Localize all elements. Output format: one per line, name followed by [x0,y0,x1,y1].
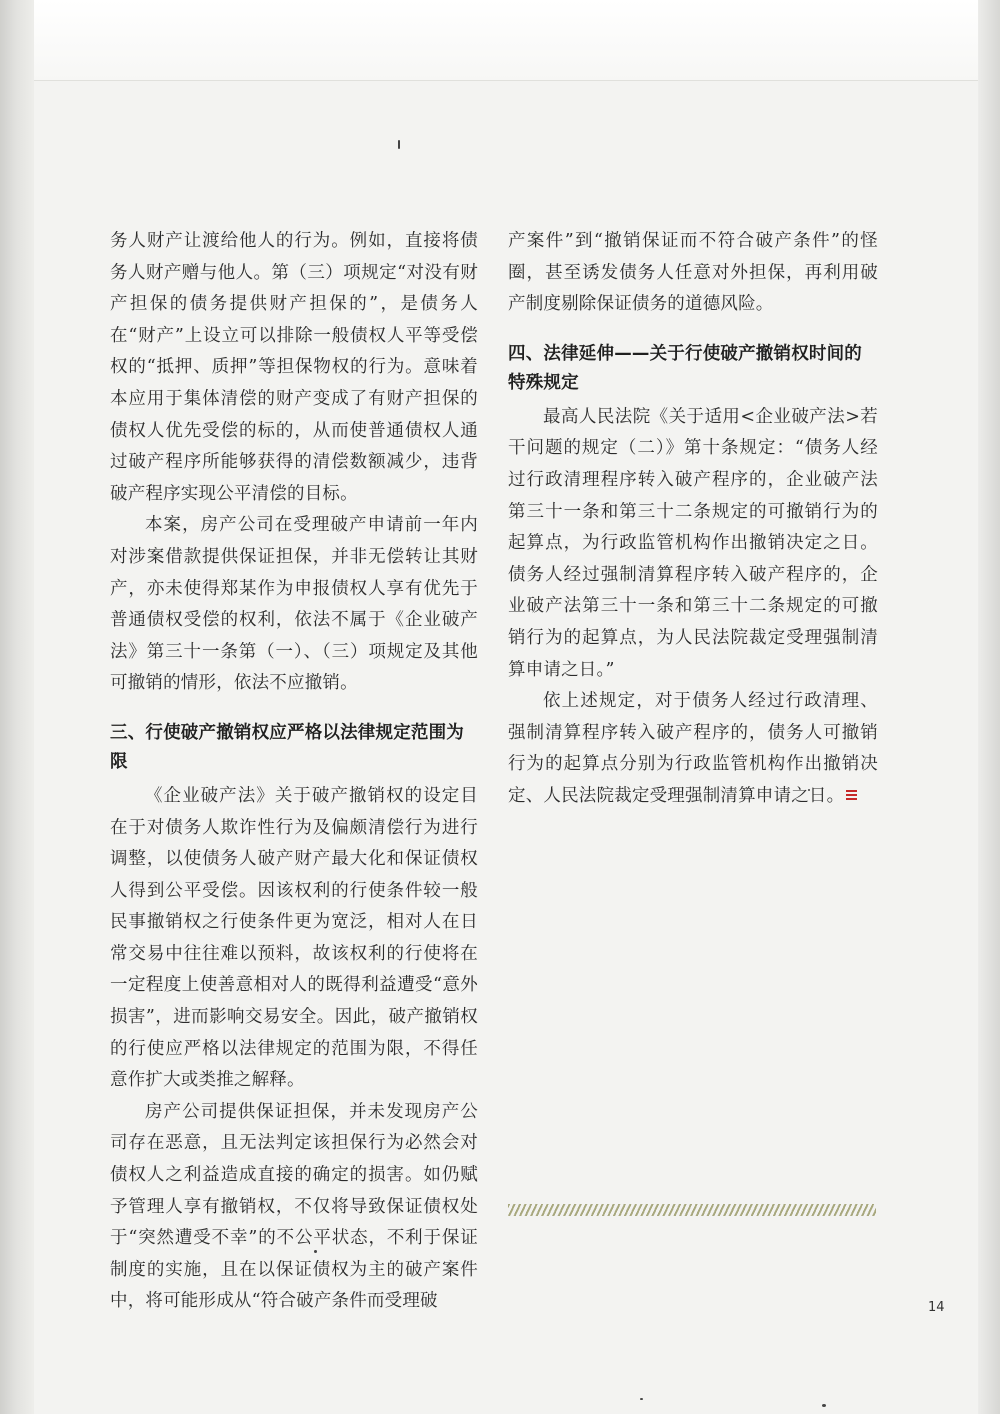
page-top-band [34,0,978,81]
section-heading: 四、法律延伸——关于行使破产撤销权时间的特殊规定 [508,343,862,393]
scan-speck [640,1398,643,1400]
page-binding-shadow [0,0,36,1414]
body-paragraph: 房产公司提供保证担保，并未发现房产公司存在恶意，且无法判定该担保行为必然会对债权人之利益造成直接的确定的损害。如仍赋予管理人享有撤销权，不仅将导致保证债权处于“突然遭受不幸”的不公平状态，不利于保证制度的实施，且在以保证债权为主的破产案件中，将可能形成从“符合破产条件而受理破 [110,1101,478,1312]
page-number: 14 [928,1300,945,1315]
body-paragraph: 最高人民法院《关于适用<企业破产法>若干问题的规定（二）》第十条规定：“债务人经过行政清理程序转入破产程序的，企业破产法第三十一条和第三十二条规定的可撤销行为的起算点，为行政监管机构作出撤销决定之日。债务人经过强制清算程序转入破产程序的，企业破产法第三十一条和第三十二条规定的可撤销行为的起算点，为人民法院裁定受理强制清算申请之日。” [508,406,878,680]
right-column [508,226,878,813]
body-paragraph-text: 依上述规定，对于债务人经过行政清理、强制清算程序转入破产程序的，债务人可撤销行为的起算点分别为行政监管机构作出撤销决定、人民法院裁定受理强制清算申请之日。 [508,691,878,806]
left-column [110,226,478,1318]
hatched-divider [508,1204,876,1216]
body-paragraph: 《企业破产法》关于破产撤销权的设定目在于对债务人欺诈性行为及偏颇清偿行为进行调整，以使债务人破产财产最大化和保证债权人得到公平受偿。因该权利的行使条件较一般民事撤销权之行使条件更为宽泛，相对人在日常交易中往往难以预料，故该权利的行使将在一定程度上使善意相对人的既得利益遭受“意外损害”，进而影响交易安全。因此，破产撤销权的行使应严格以法律规定的范围为限，不得任意作扩大或类推之解释。 [110,785,478,1091]
scan-speck [822,1404,826,1407]
end-of-article-icon [846,790,857,802]
body-paragraph: 产案件”到“撤销保证而不符合破产条件”的怪圈，甚至诱发债务人任意对外担保，再利用破产制度剔除保证债务的道德风险。 [508,231,878,315]
body-paragraph: 务人财产让渡给他人的行为。例如，直接将债务人财产赠与他人。第（三）项规定“对没有财产担保的债务提供财产担保的”，是债务人在“财产”上设立可以排除一般债权人平等受偿权的“抵押、质押”等担保物权的行为。意味着本应用于集体清偿的财产变成了有财产担保的债权人优先受偿的标的，从而使普通债权人通过破产程序所能够获得的清偿数额减少，违背破产程序实现公平清偿的目标。 [110,231,478,504]
section-heading: 三、行使破产撤销权应严格以法律规定范围为限 [110,722,464,772]
page-right-edge [978,0,1000,1414]
scan-speck [398,140,400,149]
body-paragraph: 本案，房产公司在受理破产申请前一年内对涉案借款提供保证担保，并非无偿转让其财产，亦未使得郑某作为申报债权人享有优先于普通债权受偿的权利，依法不属于《企业破产法》第三十一条第（一）、（三）项规定及其他可撤销的情形，依法不应撤销。 [110,515,478,694]
body-paragraph-last [508,686,878,812]
